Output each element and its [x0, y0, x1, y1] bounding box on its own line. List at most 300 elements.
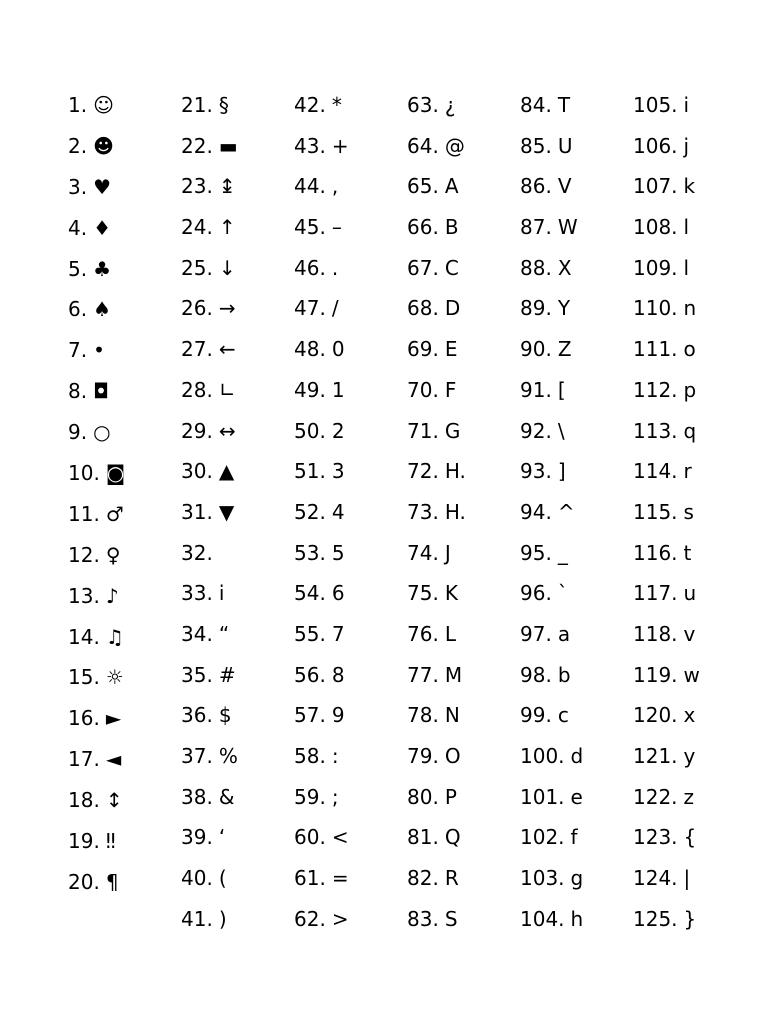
entry-symbol: O: [444, 744, 461, 768]
character-entry: [294, 695, 406, 736]
character-entry: [520, 858, 632, 899]
character-entry: [294, 370, 406, 411]
character-entry: [68, 85, 180, 126]
entry-symbol: l: [683, 255, 690, 280]
entry-number: 98.: [520, 662, 552, 687]
entry-number: 119.: [633, 662, 678, 687]
entry-number: 106.: [633, 133, 678, 158]
character-entry: [294, 411, 406, 452]
character-entry: [68, 412, 180, 453]
entry-symbol: x: [683, 703, 696, 728]
entry-number: 122.: [633, 784, 678, 809]
entry-number: 124.: [633, 866, 678, 891]
character-entry: [181, 126, 293, 167]
character-entry: [294, 858, 406, 899]
entry-number: 30.: [181, 459, 213, 484]
character-entry: [181, 695, 293, 736]
character-entry: [633, 695, 745, 736]
entry-symbol: Y: [557, 296, 571, 321]
entry-symbol: B: [444, 215, 459, 240]
character-entry: [633, 166, 745, 207]
entry-number: 109.: [633, 255, 678, 280]
character-entry: [633, 85, 745, 126]
character-entry: [68, 494, 180, 535]
entry-symbol: ♦: [93, 215, 112, 240]
character-entry: [294, 533, 406, 574]
character-entry: [520, 166, 632, 207]
entry-symbol: ↓: [218, 255, 236, 280]
entry-symbol: i: [218, 581, 225, 606]
entry-number: 28.: [181, 377, 213, 402]
character-entry: [407, 207, 519, 248]
entry-symbol: g: [570, 866, 584, 891]
entry-number: 69.: [407, 337, 439, 362]
character-column-2: [181, 85, 293, 939]
entry-symbol: &: [218, 784, 235, 809]
entry-symbol: ▲: [218, 459, 235, 484]
entry-number: 6.: [68, 297, 88, 322]
entry-symbol: ♫: [105, 624, 124, 649]
entry-symbol: W: [557, 215, 578, 240]
entry-symbol: ☺: [93, 93, 114, 117]
character-entry: [181, 899, 293, 940]
character-entry: [633, 492, 745, 533]
character-entry: [633, 655, 745, 696]
entry-symbol: 1: [331, 377, 345, 402]
entry-symbol: ♠: [93, 297, 112, 322]
character-entry: [181, 329, 293, 370]
character-entry: [181, 411, 293, 452]
character-entry: [294, 817, 406, 858]
entry-number: 8.: [68, 379, 88, 404]
entry-symbol: [: [557, 377, 566, 402]
entry-number: 63.: [407, 93, 439, 117]
character-entry: [520, 736, 632, 777]
entry-number: 57.: [294, 703, 326, 728]
character-entry: [68, 249, 180, 290]
character-entry: [181, 573, 293, 614]
entry-symbol: X: [557, 255, 572, 280]
entry-number: 115.: [633, 499, 678, 524]
entry-symbol: –: [331, 215, 342, 240]
entry-symbol: 8: [331, 662, 345, 687]
entry-symbol: F: [444, 377, 457, 402]
entry-number: 123.: [633, 825, 678, 850]
entry-symbol: C: [444, 255, 459, 280]
entry-symbol: ◙: [105, 461, 126, 486]
character-entry: [68, 535, 180, 576]
entry-number: 25.: [181, 255, 213, 280]
character-entry: [407, 817, 519, 858]
entry-symbol: →: [218, 296, 236, 321]
entry-number: 120.: [633, 703, 678, 728]
entry-number: 100.: [520, 744, 565, 768]
entry-number: 36.: [181, 703, 213, 728]
entry-number: 77.: [407, 662, 439, 687]
character-entry: [407, 858, 519, 899]
entry-symbol: ‼: [105, 829, 116, 854]
entry-number: 118.: [633, 621, 678, 646]
character-entry: [181, 85, 293, 126]
entry-symbol: §: [218, 93, 229, 117]
character-entry: [68, 167, 180, 208]
entry-number: 93.: [520, 459, 552, 484]
entry-symbol: ↔: [218, 418, 236, 443]
character-entry: [633, 329, 745, 370]
entry-symbol: L: [444, 621, 456, 646]
entry-number: 16.: [68, 706, 100, 731]
entry-number: 47.: [294, 296, 326, 321]
character-entry: [407, 166, 519, 207]
character-entry: [407, 248, 519, 289]
character-entry: [520, 207, 632, 248]
character-entry: [520, 451, 632, 492]
entry-symbol: ►: [105, 706, 122, 731]
entry-number: 70.: [407, 377, 439, 402]
character-entry: [520, 329, 632, 370]
entry-symbol: a: [557, 621, 571, 646]
character-entry: [181, 451, 293, 492]
entry-symbol: %: [218, 744, 238, 768]
entry-number: 90.: [520, 337, 552, 362]
entry-symbol: T: [557, 93, 571, 117]
entry-symbol: 5: [331, 540, 345, 565]
entry-number: 87.: [520, 215, 552, 240]
entry-number: 12.: [68, 542, 100, 567]
character-entry: [407, 126, 519, 167]
character-entry: [633, 248, 745, 289]
character-entry: [633, 533, 745, 574]
character-entry: [520, 492, 632, 533]
character-entry: [633, 777, 745, 818]
entry-number: 82.: [407, 866, 439, 891]
entry-symbol: v: [683, 621, 696, 646]
entry-number: 44.: [294, 174, 326, 199]
entry-symbol: D: [444, 296, 461, 321]
entry-symbol: *: [331, 93, 342, 117]
entry-symbol: e: [570, 784, 583, 809]
character-entry: [181, 655, 293, 696]
entry-number: 112.: [633, 377, 678, 402]
entry-number: 99.: [520, 703, 552, 728]
entry-symbol: H.: [444, 459, 466, 484]
entry-number: 9.: [68, 420, 88, 445]
character-entry: [520, 533, 632, 574]
entry-number: 89.: [520, 296, 552, 321]
entry-number: 101.: [520, 784, 565, 809]
entry-symbol: i: [683, 93, 690, 117]
entry-number: 24.: [181, 215, 213, 240]
character-entry: [181, 370, 293, 411]
entry-number: 38.: [181, 784, 213, 809]
character-column-6: [633, 85, 745, 939]
entry-symbol: l: [683, 215, 690, 240]
entry-number: 35.: [181, 662, 213, 687]
entry-number: 72.: [407, 459, 439, 484]
entry-symbol: K: [444, 581, 458, 606]
entry-number: 97.: [520, 621, 552, 646]
entry-number: 107.: [633, 174, 678, 199]
entry-number: 37.: [181, 744, 213, 768]
entry-symbol: `: [557, 581, 568, 606]
entry-symbol: p: [683, 377, 697, 402]
character-entry: [520, 370, 632, 411]
character-entry: [520, 899, 632, 940]
entry-number: 65.: [407, 174, 439, 199]
entry-symbol: |: [683, 866, 691, 891]
entry-number: 33.: [181, 581, 213, 606]
entry-number: 18.: [68, 788, 100, 813]
character-entry: [294, 85, 406, 126]
entry-symbol: _: [557, 540, 568, 565]
entry-symbol: P: [444, 784, 457, 809]
character-entry: [294, 248, 406, 289]
entry-number: 52.: [294, 499, 326, 524]
entry-symbol: ‘: [218, 825, 226, 850]
entry-symbol: ☼: [105, 665, 124, 690]
character-entry: [520, 817, 632, 858]
entry-symbol: Q: [444, 825, 461, 850]
character-entry: [520, 288, 632, 329]
entry-number: 15.: [68, 665, 100, 690]
entry-symbol: ¿: [444, 93, 456, 117]
character-entry: [633, 411, 745, 452]
character-entry: [68, 821, 180, 862]
entry-symbol: f: [570, 825, 578, 850]
character-entry: [68, 617, 180, 658]
entry-symbol: .: [331, 255, 339, 280]
character-entry: [181, 858, 293, 899]
entry-symbol: z: [683, 784, 695, 809]
character-entry: [294, 614, 406, 655]
character-entry: [294, 207, 406, 248]
character-column-4: [407, 85, 519, 939]
character-entry: [294, 288, 406, 329]
entry-symbol: /: [331, 296, 339, 321]
character-entry: [181, 533, 293, 574]
character-entry: [407, 492, 519, 533]
character-entry: [68, 289, 180, 330]
entry-symbol: 3: [331, 459, 345, 484]
entry-number: 19.: [68, 829, 100, 854]
character-entry: [407, 899, 519, 940]
entry-number: 125.: [633, 906, 678, 931]
entry-number: 78.: [407, 703, 439, 728]
entry-symbol: ♪: [105, 583, 119, 608]
character-entry: [520, 777, 632, 818]
entry-number: 67.: [407, 255, 439, 280]
entry-symbol: ↕: [105, 788, 123, 813]
entry-symbol: G: [444, 418, 461, 443]
entry-number: 105.: [633, 93, 678, 117]
entry-number: 81.: [407, 825, 439, 850]
entry-number: 95.: [520, 540, 552, 565]
character-entry: [407, 329, 519, 370]
entry-symbol: ♥: [93, 174, 112, 199]
entry-symbol: @: [444, 133, 465, 158]
character-entry: [68, 576, 180, 617]
entry-symbol: E: [444, 337, 458, 362]
entry-symbol: ): [218, 906, 227, 931]
character-entry: [407, 411, 519, 452]
entry-number: 121.: [633, 744, 678, 768]
character-entry: [68, 657, 180, 698]
character-entry: [294, 736, 406, 777]
entry-symbol: (: [218, 866, 227, 891]
entry-symbol: ↨: [218, 174, 236, 199]
entry-number: 76.: [407, 621, 439, 646]
entry-number: 51.: [294, 459, 326, 484]
entry-number: 111.: [633, 337, 678, 362]
character-entry: [407, 85, 519, 126]
character-entry: [294, 777, 406, 818]
entry-number: 83.: [407, 906, 439, 931]
entry-symbol: ○: [93, 420, 111, 445]
entry-number: 31.: [181, 499, 213, 524]
character-entry: [520, 248, 632, 289]
character-entry: [294, 492, 406, 533]
character-entry: [520, 695, 632, 736]
character-entry: [294, 329, 406, 370]
character-entry: [294, 573, 406, 614]
entry-symbol: =: [331, 866, 349, 891]
entry-symbol: j: [683, 133, 690, 158]
character-entry: [407, 451, 519, 492]
character-entry: [181, 166, 293, 207]
entry-number: 40.: [181, 866, 213, 891]
entry-symbol: #: [218, 662, 236, 687]
entry-number: 59.: [294, 784, 326, 809]
entry-number: 32.: [181, 540, 213, 565]
entry-number: 68.: [407, 296, 439, 321]
character-entry: [68, 371, 180, 412]
entry-number: 4.: [68, 215, 88, 240]
entry-symbol: S: [444, 906, 458, 931]
entry-number: 75.: [407, 581, 439, 606]
entry-number: 80.: [407, 784, 439, 809]
character-entry: [633, 207, 745, 248]
character-entry: [633, 126, 745, 167]
entry-number: 114.: [633, 459, 678, 484]
character-entry: [68, 453, 180, 494]
entry-number: 21.: [181, 93, 213, 117]
entry-number: 92.: [520, 418, 552, 443]
entry-symbol: ¶: [105, 869, 119, 894]
entry-symbol: c: [557, 703, 569, 728]
entry-number: 11.: [68, 501, 100, 526]
character-entry: [520, 614, 632, 655]
character-entry: [181, 492, 293, 533]
character-entry: [68, 126, 180, 167]
entry-number: 79.: [407, 744, 439, 768]
entry-number: 94.: [520, 499, 552, 524]
character-entry: [633, 614, 745, 655]
entry-number: 103.: [520, 866, 565, 891]
entry-number: 10.: [68, 461, 100, 486]
entry-symbol: ▼: [218, 499, 235, 524]
entry-symbol: s: [683, 499, 694, 524]
entry-symbol: ◄: [105, 747, 122, 772]
entry-number: 56.: [294, 662, 326, 687]
entry-number: 62.: [294, 906, 326, 931]
entry-number: 104.: [520, 906, 565, 931]
character-entry: [407, 736, 519, 777]
entry-number: 50.: [294, 418, 326, 443]
entry-number: 5.: [68, 256, 88, 281]
entry-symbol: V: [557, 174, 572, 199]
character-entry: [633, 736, 745, 777]
character-entry: [68, 739, 180, 780]
character-entry: [181, 288, 293, 329]
entry-number: 74.: [407, 540, 439, 565]
entry-symbol: ▬: [218, 133, 238, 158]
entry-symbol: ,: [331, 174, 339, 199]
character-entry: [407, 288, 519, 329]
character-entry: [294, 451, 406, 492]
entry-symbol: H.: [444, 499, 466, 524]
entry-symbol: {: [683, 825, 697, 850]
character-entry: [633, 370, 745, 411]
entry-number: 102.: [520, 825, 565, 850]
entry-number: 116.: [633, 540, 678, 565]
character-column-5: [520, 85, 632, 939]
character-entry: [520, 655, 632, 696]
character-entry: [520, 573, 632, 614]
entry-symbol: ♣: [93, 256, 112, 281]
character-entry: [68, 862, 180, 903]
entry-number: 73.: [407, 499, 439, 524]
entry-symbol: 9: [331, 703, 345, 728]
entry-number: 71.: [407, 418, 439, 443]
character-entry: [68, 698, 180, 739]
entry-number: 42.: [294, 93, 326, 117]
entry-number: 45.: [294, 215, 326, 240]
entry-symbol: ]: [557, 459, 566, 484]
entry-number: 29.: [181, 418, 213, 443]
entry-symbol: ☻: [93, 133, 114, 158]
character-entry: [407, 573, 519, 614]
entry-symbol: “: [218, 621, 230, 646]
entry-symbol: 6: [331, 581, 345, 606]
entry-symbol: 0: [331, 337, 345, 362]
entry-symbol: U: [557, 133, 573, 158]
entry-number: 17.: [68, 747, 100, 772]
entry-symbol: k: [683, 174, 696, 199]
entry-symbol: q: [683, 418, 697, 443]
entry-symbol: 7: [331, 621, 345, 646]
entry-symbol: ♀: [105, 542, 121, 567]
character-entry: [407, 614, 519, 655]
entry-number: 60.: [294, 825, 326, 850]
character-entry: [407, 533, 519, 574]
entry-symbol: t: [683, 540, 692, 565]
entry-number: 48.: [294, 337, 326, 362]
character-column-3: [294, 85, 406, 939]
entry-symbol: :: [331, 744, 339, 768]
entry-number: 46.: [294, 255, 326, 280]
entry-number: 96.: [520, 581, 552, 606]
entry-symbol: $: [218, 703, 232, 728]
entry-number: 41.: [181, 906, 213, 931]
entry-symbol: M: [444, 662, 463, 687]
character-entry: [633, 858, 745, 899]
character-entry: [294, 166, 406, 207]
character-entry: [181, 777, 293, 818]
entry-symbol: ;: [331, 784, 339, 809]
entry-number: 26.: [181, 296, 213, 321]
entry-number: 85.: [520, 133, 552, 158]
entry-symbol: b: [557, 662, 571, 687]
